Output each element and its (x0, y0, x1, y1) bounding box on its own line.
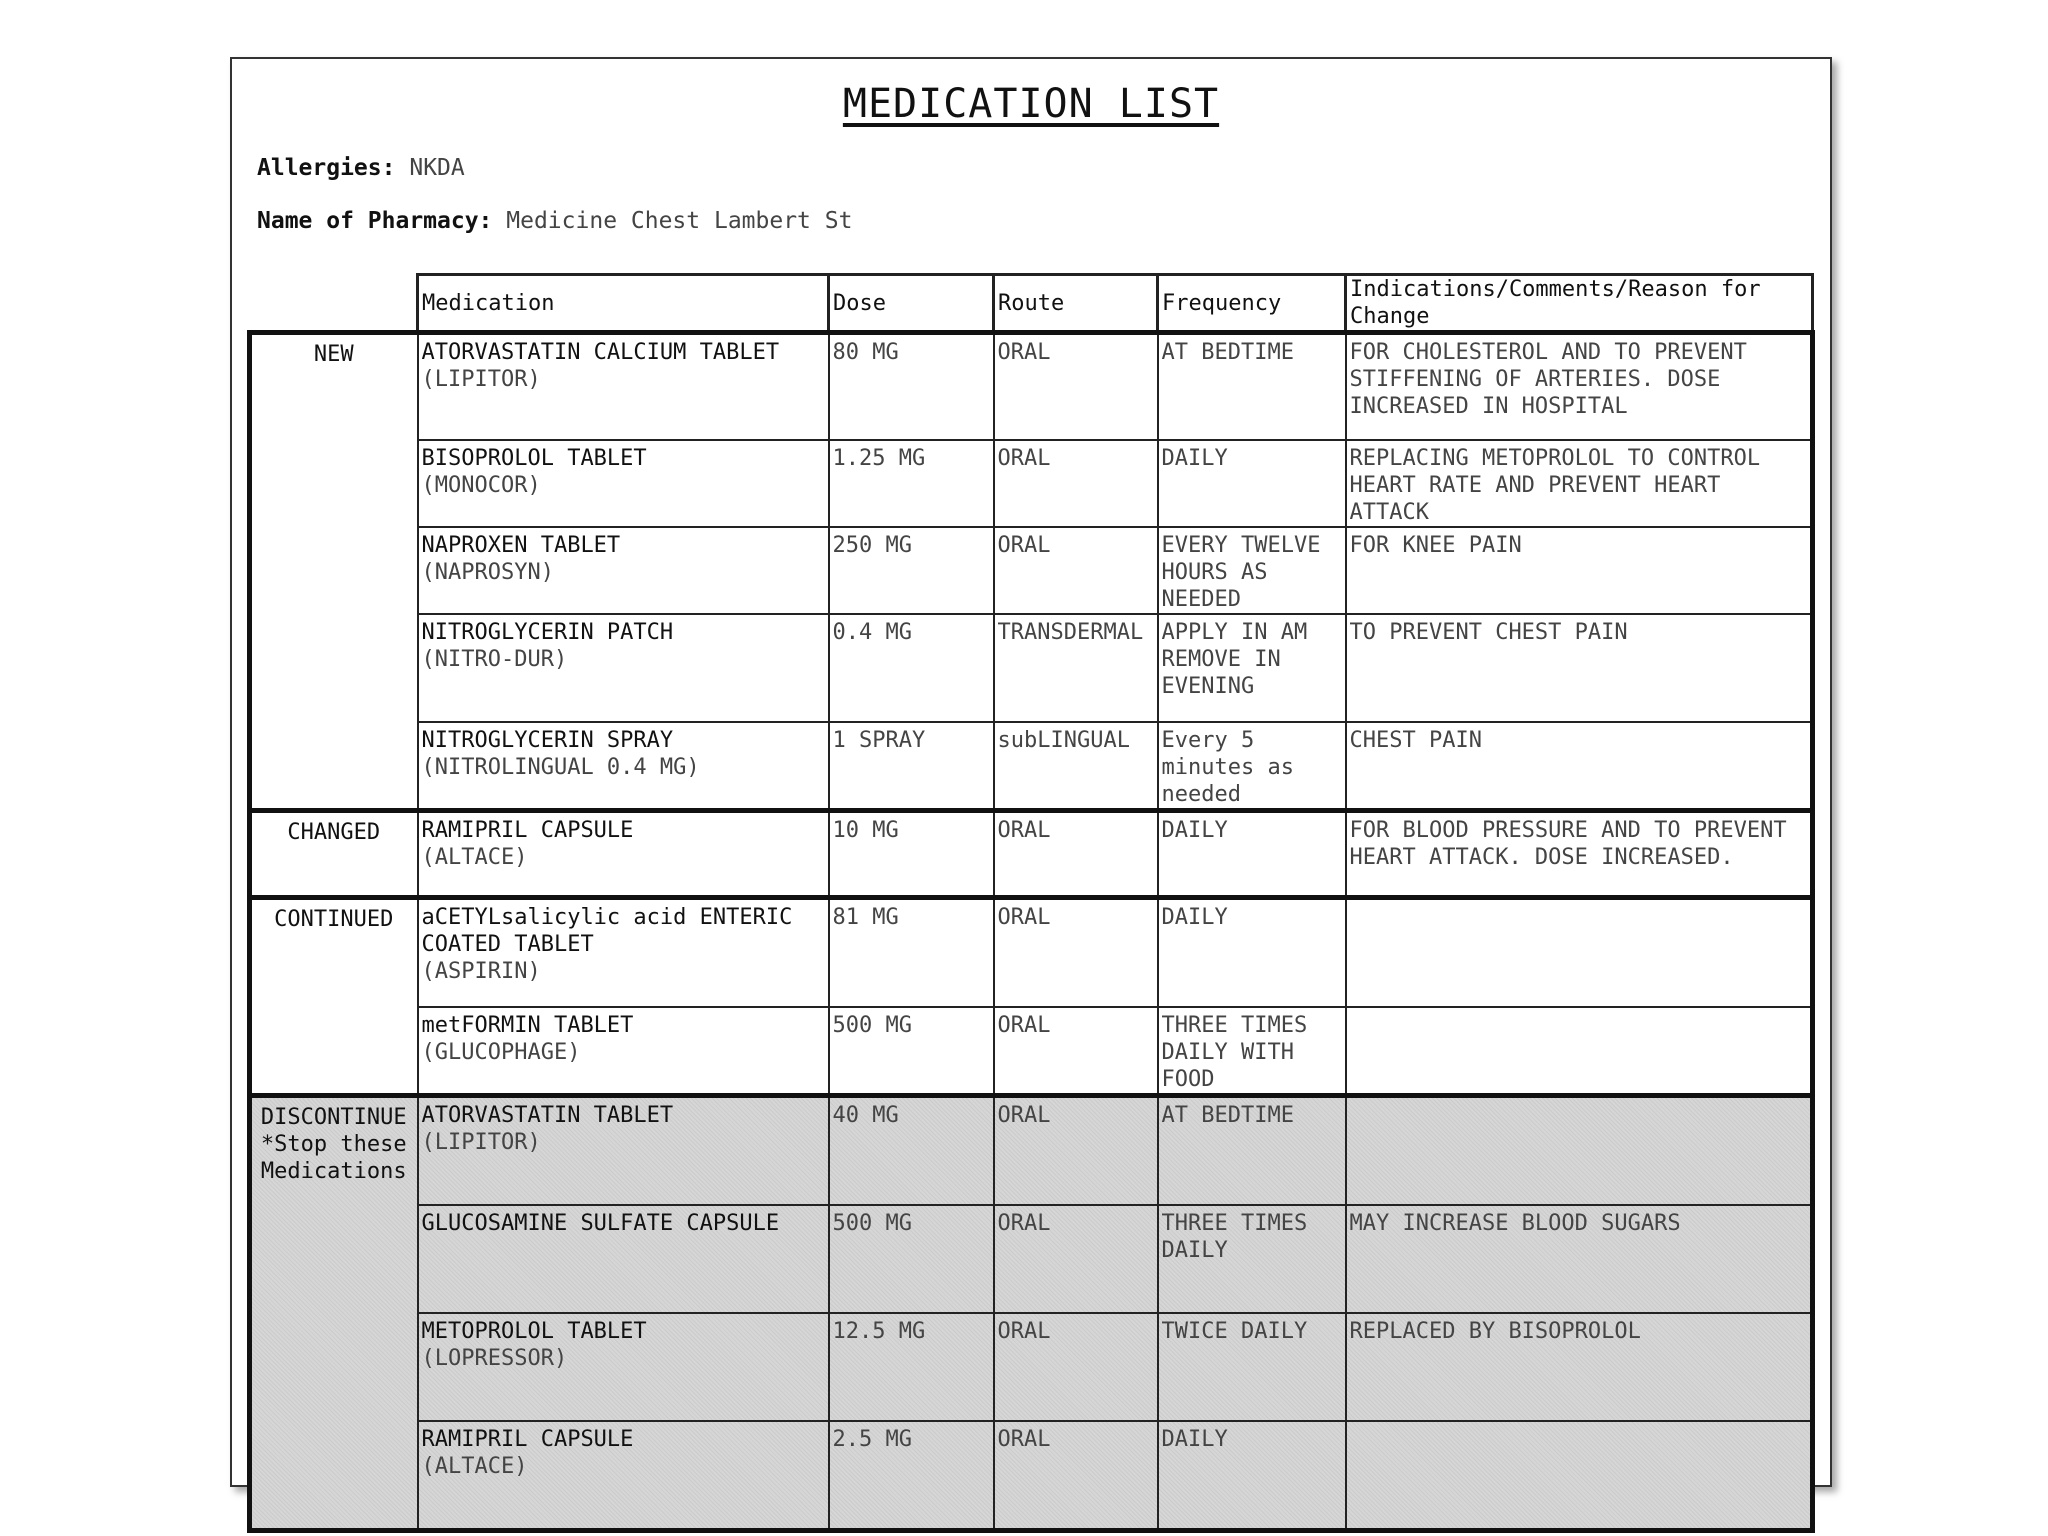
table-row (250, 1096, 1813, 1206)
group-label-new: NEW (250, 333, 418, 811)
medication-cell (418, 1096, 829, 1206)
dose-cell: 500 MG (829, 1205, 994, 1313)
table-header-row (250, 275, 1813, 333)
table-row (250, 898, 1813, 1008)
comment-cell (1346, 1096, 1813, 1206)
medication-cell (418, 1205, 829, 1313)
frequency-cell: AT BEDTIME (1158, 1096, 1346, 1206)
table-row (250, 1313, 1813, 1421)
drug-name: ATORVASTATIN CALCIUM TABLET (421, 340, 780, 365)
brand-name: (NAPROSYN) (421, 560, 554, 585)
comment-cell (1346, 1421, 1813, 1531)
table-row (250, 333, 1813, 441)
medication-list-page (230, 57, 1832, 1487)
brand-name: (NITROLINGUAL 0.4 MG) (421, 755, 700, 780)
dose-cell: 10 MG (829, 811, 994, 898)
table-row (250, 1007, 1813, 1096)
group-continued (250, 898, 1813, 1096)
medication-cell (418, 333, 829, 441)
drug-name: metFORMIN TABLET (421, 1013, 634, 1038)
comment-cell: REPLACING METOPROLOL TO CONTROL HEART RATE AND PREVENT HEART ATTACK (1346, 440, 1813, 527)
drug-name: NAPROXEN TABLET (421, 533, 621, 558)
table-row (250, 1421, 1813, 1531)
comment-cell: TO PREVENT CHEST PAIN (1346, 614, 1813, 722)
discontinue-note: *Stop these (260, 1132, 407, 1157)
frequency-cell: AT BEDTIME (1158, 333, 1346, 441)
dose-cell: 0.4 MG (829, 614, 994, 722)
allergies-line (257, 155, 465, 181)
medication-cell (418, 614, 829, 722)
dose-cell: 500 MG (829, 1007, 994, 1096)
drug-name: ATORVASTATIN TABLET (421, 1103, 674, 1128)
medication-cell (418, 811, 829, 898)
frequency-cell: DAILY (1158, 898, 1346, 1008)
pharmacy-value: Medicine Chest Lambert St (506, 208, 853, 234)
drug-name: aCETYLsalicylic acid ENTERIC COATED TABLET (421, 905, 793, 957)
medication-cell (418, 1313, 829, 1421)
group-label-changed: CHANGED (250, 811, 418, 898)
dose-cell: 250 MG (829, 527, 994, 614)
column-header-dose: Dose (829, 275, 994, 333)
group-new (250, 333, 1813, 811)
frequency-cell: DAILY (1158, 811, 1346, 898)
frequency-cell: DAILY (1158, 440, 1346, 527)
comment-cell (1346, 898, 1813, 1008)
page-title: MEDICATION LIST (842, 81, 1220, 127)
discontinue-note-2: Medications (260, 1159, 407, 1184)
frequency-cell: THREE TIMES DAILY (1158, 1205, 1346, 1313)
frequency-cell: APPLY IN AM REMOVE IN EVENING (1158, 614, 1346, 722)
drug-name: GLUCOSAMINE SULFATE CAPSULE (421, 1211, 780, 1236)
route-cell: ORAL (994, 1096, 1158, 1206)
comment-cell (1346, 1007, 1813, 1096)
dose-cell: 80 MG (829, 333, 994, 441)
medication-table (247, 273, 1815, 1533)
pharmacy-label: Name of Pharmacy: (257, 208, 493, 234)
route-cell: ORAL (994, 898, 1158, 1008)
medication-cell (418, 1421, 829, 1531)
group-label-continued: CONTINUED (250, 898, 418, 1096)
dose-cell: 1.25 MG (829, 440, 994, 527)
drug-name: BISOPROLOL TABLET (421, 446, 647, 471)
dose-cell: 40 MG (829, 1096, 994, 1206)
route-cell: ORAL (994, 811, 1158, 898)
dose-cell: 12.5 MG (829, 1313, 994, 1421)
route-cell: ORAL (994, 1313, 1158, 1421)
medication-cell (418, 1007, 829, 1096)
dose-cell: 2.5 MG (829, 1421, 994, 1531)
medication-cell (418, 898, 829, 1008)
route-cell: ORAL (994, 1007, 1158, 1096)
brand-name: (LIPITOR) (421, 367, 541, 392)
brand-name: (ALTACE) (421, 845, 528, 870)
table-row (250, 811, 1813, 898)
brand-name: (GLUCOPHAGE) (421, 1040, 581, 1065)
route-cell: subLINGUAL (994, 722, 1158, 811)
medication-cell (418, 440, 829, 527)
drug-name: RAMIPRIL CAPSULE (421, 818, 634, 843)
allergies-label: Allergies: (257, 155, 396, 181)
group-changed (250, 811, 1813, 898)
drug-name: NITROGLYCERIN PATCH (421, 620, 674, 645)
dose-cell: 1 SPRAY (829, 722, 994, 811)
medication-cell (418, 722, 829, 811)
table-row (250, 614, 1813, 722)
drug-name: RAMIPRIL CAPSULE (421, 1427, 634, 1452)
group-header-blank (250, 275, 418, 333)
brand-name: (NITRO-DUR) (421, 647, 568, 672)
table-row (250, 1205, 1813, 1313)
route-cell: ORAL (994, 527, 1158, 614)
allergies-value: NKDA (409, 155, 465, 181)
pharmacy-line (257, 208, 852, 234)
route-cell: TRANSDERMAL (994, 614, 1158, 722)
route-cell: ORAL (994, 1205, 1158, 1313)
comment-cell: CHEST PAIN (1346, 722, 1813, 811)
comment-cell: MAY INCREASE BLOOD SUGARS (1346, 1205, 1813, 1313)
table-row (250, 527, 1813, 614)
route-cell: ORAL (994, 440, 1158, 527)
brand-name: (LIPITOR) (421, 1130, 541, 1155)
frequency-cell: THREE TIMES DAILY WITH FOOD (1158, 1007, 1346, 1096)
dose-cell: 81 MG (829, 898, 994, 1008)
discontinue-label: DISCONTINUE (260, 1105, 407, 1130)
brand-name: (ALTACE) (421, 1454, 528, 1479)
brand-name: (MONOCOR) (421, 473, 541, 498)
comment-cell: FOR KNEE PAIN (1346, 527, 1813, 614)
group-discontinue (250, 1096, 1813, 1531)
route-cell: ORAL (994, 333, 1158, 441)
frequency-cell: EVERY TWELVE HOURS AS NEEDED (1158, 527, 1346, 614)
group-label-discontinue (250, 1096, 418, 1531)
frequency-cell: TWICE DAILY (1158, 1313, 1346, 1421)
drug-name: NITROGLYCERIN SPRAY (421, 728, 674, 753)
column-header-frequency: Frequency (1158, 275, 1346, 333)
column-header-comments: Indications/Comments/Reason for Change (1346, 275, 1813, 333)
drug-name: METOPROLOL TABLET (421, 1319, 647, 1344)
frequency-cell: DAILY (1158, 1421, 1346, 1531)
column-header-medication: Medication (418, 275, 829, 333)
brand-name: (ASPIRIN) (421, 959, 541, 984)
medication-cell (418, 527, 829, 614)
column-header-route: Route (994, 275, 1158, 333)
comment-cell: FOR CHOLESTEROL AND TO PREVENT STIFFENING OF ARTERIES. DOSE INCREASED IN HOSPITAL (1346, 333, 1813, 441)
frequency-cell: Every 5 minutes as needed (1158, 722, 1346, 811)
comment-cell: FOR BLOOD PRESSURE AND TO PREVENT HEART ATTACK. DOSE INCREASED. (1346, 811, 1813, 898)
table-row (250, 722, 1813, 811)
table-row (250, 440, 1813, 527)
route-cell: ORAL (994, 1421, 1158, 1531)
brand-name: (LOPRESSOR) (421, 1346, 568, 1371)
comment-cell: REPLACED BY BISOPROLOL (1346, 1313, 1813, 1421)
